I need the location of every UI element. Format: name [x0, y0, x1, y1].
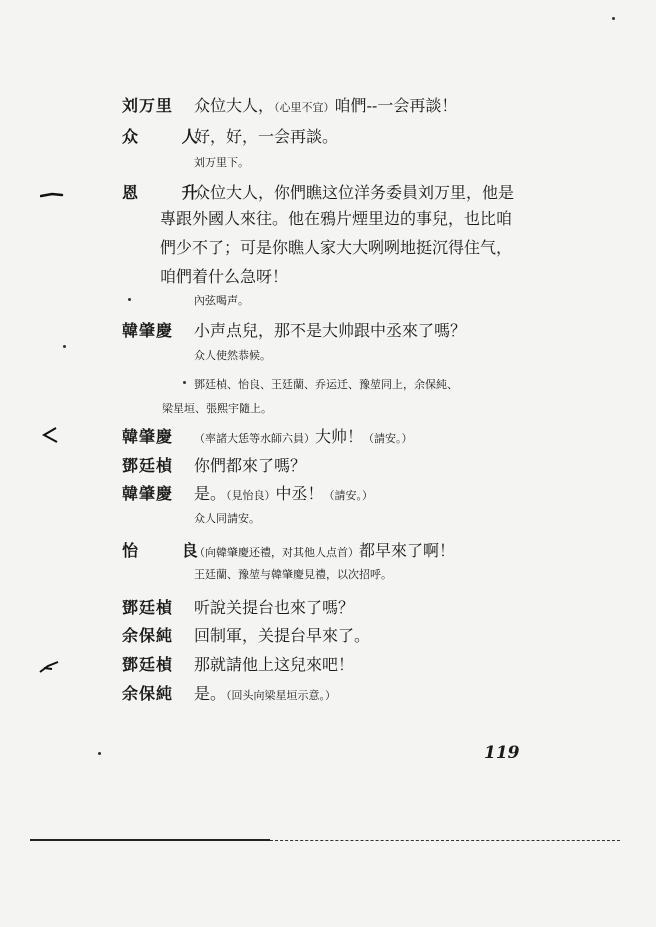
dialogue-text: （向韓肇慶还禮，对其他人点首）都早來了啊！	[194, 541, 456, 560]
scan-speck	[128, 298, 131, 301]
dialogue-text: 好，好，一会再談。	[194, 127, 339, 146]
speaker-name: 韓肇慶	[122, 321, 174, 340]
scan-speck	[63, 345, 66, 348]
dialogue-text: 回制軍，关提台早來了。	[194, 626, 371, 645]
speaker-name: 韓肇慶	[122, 427, 174, 446]
speaker-name: 鄧廷楨	[122, 655, 174, 674]
speaker-name: 余保純	[122, 684, 174, 703]
margin-mark-icon	[38, 660, 60, 674]
speaker-name: 怡 良	[122, 541, 217, 560]
scan-speck	[183, 381, 186, 384]
scan-speck	[612, 17, 615, 20]
dialogue-text: （率諸大恁等水師六員）大帅！（請安。）	[194, 427, 413, 446]
speaker-name: 众 人	[122, 127, 217, 146]
dialogue-text: 众位大人，（心里不宜）咱們--一会再談！	[194, 96, 458, 115]
stage-note: （率諸大恁等水師六員）	[194, 432, 315, 445]
stage-note: （見怡良）	[226, 489, 276, 502]
dialogue-text: 那就請他上这兒來吧！	[194, 655, 355, 674]
footer-rule-dashed	[270, 840, 620, 841]
stage-note: （請安。）	[363, 432, 413, 445]
stage-note: （心里不宜）	[274, 101, 335, 114]
dialogue-text: 你們都來了嗎？	[194, 456, 307, 475]
footer-rule	[30, 839, 270, 841]
speaker-name: 韓肇慶	[122, 484, 174, 503]
dialogue-text: 众位大人，你們瞧这位洋务委員刘万里，他是	[194, 183, 515, 202]
margin-mark-icon	[40, 190, 64, 200]
scan-speck	[98, 752, 101, 755]
speaker-name: 鄧廷楨	[122, 598, 174, 617]
book-page: 刘万里 众位大人，（心里不宜）咱們--一会再談！ 众 人 好，好，一会再談。 刘万里下。 恩 升 众位大人，你們瞧这位洋务委員刘万里，他是 專跟外國人來往。他在鴉片煙里边的事兒，也比咱 們少不了；可是你瞧人家大大咧咧地挺沉得住气， 咱們着什么急呀！ 內弦喝声。 韓肇慶 小声点兒，那不是大帅跟中丞來了嗎？ 众人使然恭候。 鄧廷楨、怡良、王廷蘭、乔运迁、豫堃同上，余保純、 梁星垣、張熙宇隨上。 韓肇慶 （率諸大恁等水師六員）大帅！（請安。） 鄧廷楨 你們都來了嗎？ 韓肇慶 是。（見怡良）中丞！（請安。） 众人同請安。 怡 良 （向韓肇慶还禮，对其他人点首）都早來了啊！ 王廷蘭、豫堃与韓肇慶見禮，以次招呼。 鄧廷楨 听說关提台也來了嗎？ 余保純 回制軍，关提台早來了。 鄧廷楨 那就請他上这兒來吧！ 余保純 是。（回头向梁星垣示意。） 119	[0, 0, 656, 927]
page-number: 119	[484, 743, 520, 763]
dialogue-text: 小声点兒，那不是大帅跟中丞來了嗎？	[194, 321, 467, 340]
margin-mark-icon	[40, 426, 60, 444]
speaker-name: 余保純	[122, 626, 174, 645]
stage-note: （請安。）	[323, 489, 374, 502]
dialogue-text: 听說关提台也來了嗎？	[194, 598, 355, 617]
dialogue-text: 是。（見怡良）中丞！（請安。）	[194, 484, 374, 503]
stage-note: （回头向梁星垣示意。）	[226, 689, 337, 702]
speaker-name: 刘万里	[122, 96, 174, 115]
stage-note: （向韓肇慶还禮，对其他人点首）	[194, 546, 359, 559]
speaker-name: 恩 升	[122, 183, 217, 202]
speaker-name: 鄧廷楨	[122, 456, 174, 475]
dialogue-text: 是。（回头向梁星垣示意。）	[194, 684, 337, 703]
